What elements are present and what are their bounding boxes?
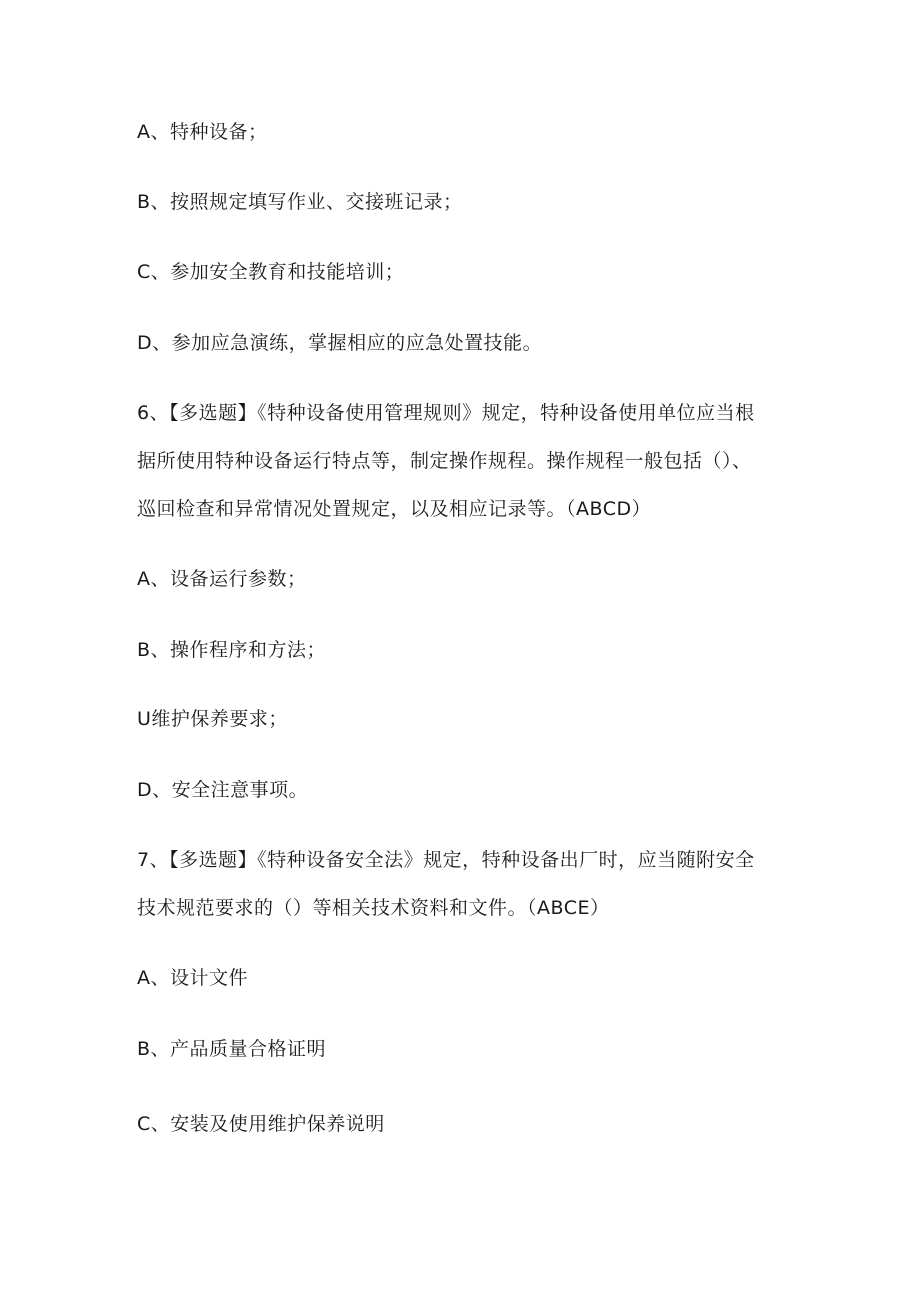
q6-stem-line-1: 6、【多选题】《特种设备使用管理规则》规定，特种设备使用单位应当根 xyxy=(137,402,755,424)
q5-option-b: B、按照规定填写作业、交接班记录； xyxy=(137,191,463,213)
q5-option-d: D、参加应急演练，掌握相应的应急处置技能。 xyxy=(137,332,543,354)
q5-option-a: A、特种设备； xyxy=(137,121,268,143)
q7-option-c: C、安装及使用维护保养说明 xyxy=(137,1113,385,1135)
q6-option-b: B、操作程序和方法； xyxy=(137,639,327,661)
q6-stem-line-3: 巡回检查和异常情况处置规定，以及相应记录等。（ABCD） xyxy=(137,498,652,520)
q6-option-d: D、安全注意事项。 xyxy=(137,779,309,801)
q7-stem-line-2: 技术规范要求的（）等相关技术资料和文件。（ABCE） xyxy=(137,897,610,919)
q6-option-a: A、设备运行参数； xyxy=(137,568,307,590)
q6-stem-line-2: 据所使用特种设备运行特点等，制定操作规程。操作规程一般包括（）、 xyxy=(137,450,752,472)
q7-option-b: B、产品质量合格证明 xyxy=(137,1038,327,1060)
q5-option-c: C、参加安全教育和技能培训； xyxy=(137,261,405,283)
q7-option-a: A、设计文件 xyxy=(137,967,248,989)
q6-option-c: U维护保养要求； xyxy=(137,708,288,730)
q7-stem-line-1: 7、【多选题】《特种设备安全法》规定，特种设备出厂时，应当随附安全 xyxy=(137,849,755,871)
